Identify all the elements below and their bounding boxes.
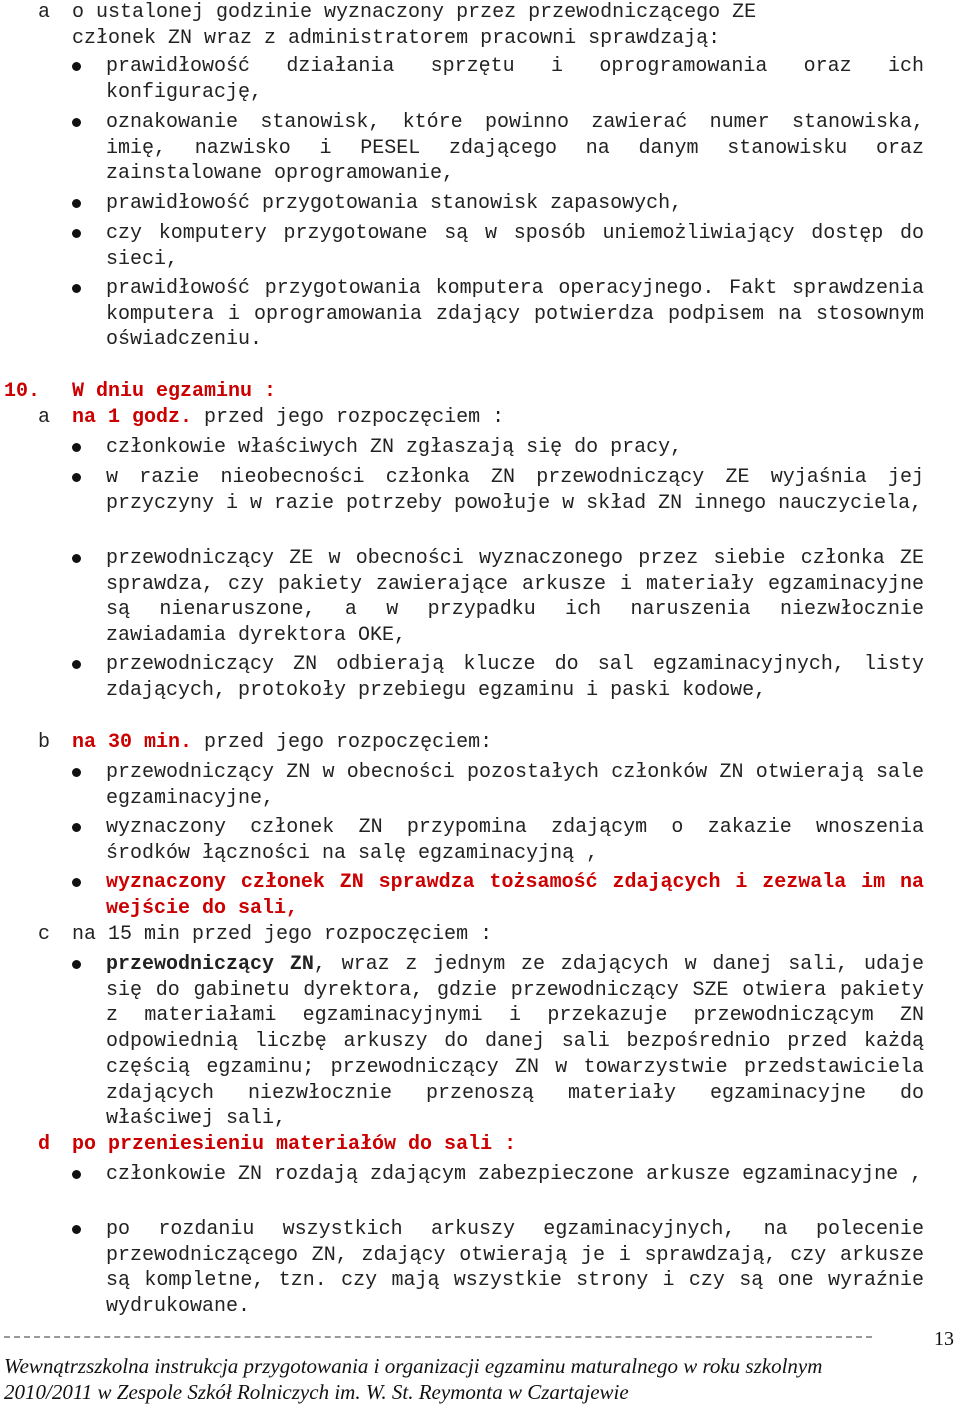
item-d-bullet-1: członkowie ZN rozdają zdającym zabezpieczone arkusze egzaminacyjne , — [106, 1163, 923, 1186]
footer-line-2: 2010/2011 w Zespole Szkół Rolniczych im. W. St. Reymonta w Czartajewie — [4, 1380, 629, 1404]
page-number: 13 — [934, 1328, 954, 1350]
bullet-icon — [72, 284, 81, 293]
item-c-lead: na 15 min przed jego rozpoczęciem : — [72, 923, 493, 946]
bullet-icon — [72, 118, 81, 127]
bullet-icon — [72, 823, 81, 832]
item-a-bullet-1: członkowie właściwych ZN zgłaszają się do pracy, — [106, 436, 683, 459]
item-b-bullet-3: wyznaczony członek ZN sprawdza tożsamość zdających i zezwala im na wejście do sali, — [106, 871, 924, 920]
footer-divider — [4, 1336, 872, 1338]
intro-bullet-4: czy komputery przygotowane są w sposób uniemożliwiający dostęp do sieci, — [106, 222, 924, 271]
intro-bullet-1: prawidłowość działania sprzętu i oprogramowania oraz ich konfigurację, — [106, 55, 924, 104]
bullet-icon — [72, 199, 81, 208]
item-a-bullet-4: przewodniczący ZN odbierają klucze do sal egzaminacyjnych, listy zdających, protokoły przebiegu egzaminu i paski kodowe, — [106, 653, 924, 702]
bullet-icon — [72, 443, 81, 452]
bullet-icon — [72, 229, 81, 238]
item-c-bullet-1 — [106, 952, 924, 1132]
bullet-icon — [72, 1170, 81, 1179]
item-a-marker: a — [38, 406, 51, 429]
intro-bullet-5: prawidłowość przygotowania komputera operacyjnego. Fakt sprawdzenia komputera i oprogramowania zdający potwierdza podpisem na stosownym oświadczeniu. — [106, 277, 924, 352]
bullet-icon — [72, 960, 81, 969]
item-d-marker: d — [38, 1133, 51, 1156]
item-c-bullet-rest: , wraz z jednym ze zdających w danej sali, udaje się do gabinetu dyrektora, gdzie przewodniczący SZE otwiera pakiety z materiałami egzaminacyjnymi i przekazuje przewodniczącym ZN odpowiednią liczbę arkuszy do danej sali bezpośrednio przed każdą częścią egzaminu; przewodniczący ZN w towarzystwie przedstawiciela zdających niezwłocznie przenoszą materiały egzaminacyjne do właściwej sali, — [106, 953, 924, 1131]
item-c-bullet-bold: przewodniczący ZN — [106, 953, 314, 976]
item-c-marker: c — [38, 923, 51, 946]
item-b-marker: b — [38, 731, 51, 754]
item-d-bullet-2: po rozdaniu wszystkich arkuszy egzaminacyjnych, na polecenie przewodniczącego ZN, zdający otwierają je i sprawdzają, czy arkusze są kompletne, tzn. czy mają wszystkie strony i czy są one wyraźnie wydrukowane. — [106, 1218, 924, 1319]
intro-line-2: członek ZN wraz z administratorem pracowni sprawdzają: — [72, 27, 721, 50]
bullet-icon — [72, 1225, 81, 1234]
intro-bullet-2: oznakowanie stanowisk, które powinno zawierać numer stanowiska, imię, nazwisko i PESEL zdającego na danym stanowisku oraz zainstalowane oprogramowanie, — [106, 111, 924, 186]
item-a-bullet-2: w razie nieobecności członka ZN przewodniczący ZE wyjaśnia jej przyczyny i w razie potrzeby powołuje w skład ZN innego nauczyciela, — [106, 466, 924, 515]
item-a-lead — [72, 405, 504, 431]
item-a-lead-bold: na 1 godz. — [72, 406, 193, 429]
section-number: 10. — [4, 380, 41, 403]
intro-bullet-3: prawidłowość przygotowania stanowisk zapasowych, — [106, 192, 683, 215]
section-title: W dniu egzaminu : — [72, 380, 277, 403]
intro-line-1: o ustalonej godzinie wyznaczony przez przewodniczącego ZE — [72, 1, 757, 24]
item-a-lead-rest: przed jego rozpoczęciem : — [192, 406, 505, 429]
item-b-lead-bold: na 30 min. — [72, 731, 193, 754]
item-d-lead: po przeniesieniu materiałów do sali : — [72, 1133, 517, 1156]
item-b-lead-rest: przed jego rozpoczęciem: — [192, 731, 493, 754]
bullet-icon — [72, 768, 81, 777]
item-b-bullet-1: przewodniczący ZN w obecności pozostałych członków ZN otwierają sale egzaminacyjne, — [106, 761, 924, 810]
item-b-lead — [72, 730, 492, 756]
bullet-icon — [72, 660, 81, 669]
intro-marker: a — [38, 1, 51, 24]
item-a-bullet-3: przewodniczący ZE w obecności wyznaczonego przez siebie członka ZE sprawdza, czy pakiety zawierające arkusze i materiały egzaminacyjne są nienaruszone, a w przypadku ich naruszenia niezwłocznie zawiadamia dyrektora OKE, — [106, 547, 924, 648]
item-b-bullet-2: wyznaczony członek ZN przypomina zdającym o zakazie wnoszenia środków łączności na salę egzaminacyjną , — [106, 816, 924, 865]
footer-line-1: Wewnątrzszkolna instrukcja przygotowania i organizacji egzaminu maturalnego w roku szkolnym — [4, 1354, 823, 1378]
bullet-icon — [72, 473, 81, 482]
bullet-icon — [72, 62, 81, 71]
bullet-icon — [72, 878, 81, 887]
bullet-icon — [72, 554, 81, 563]
